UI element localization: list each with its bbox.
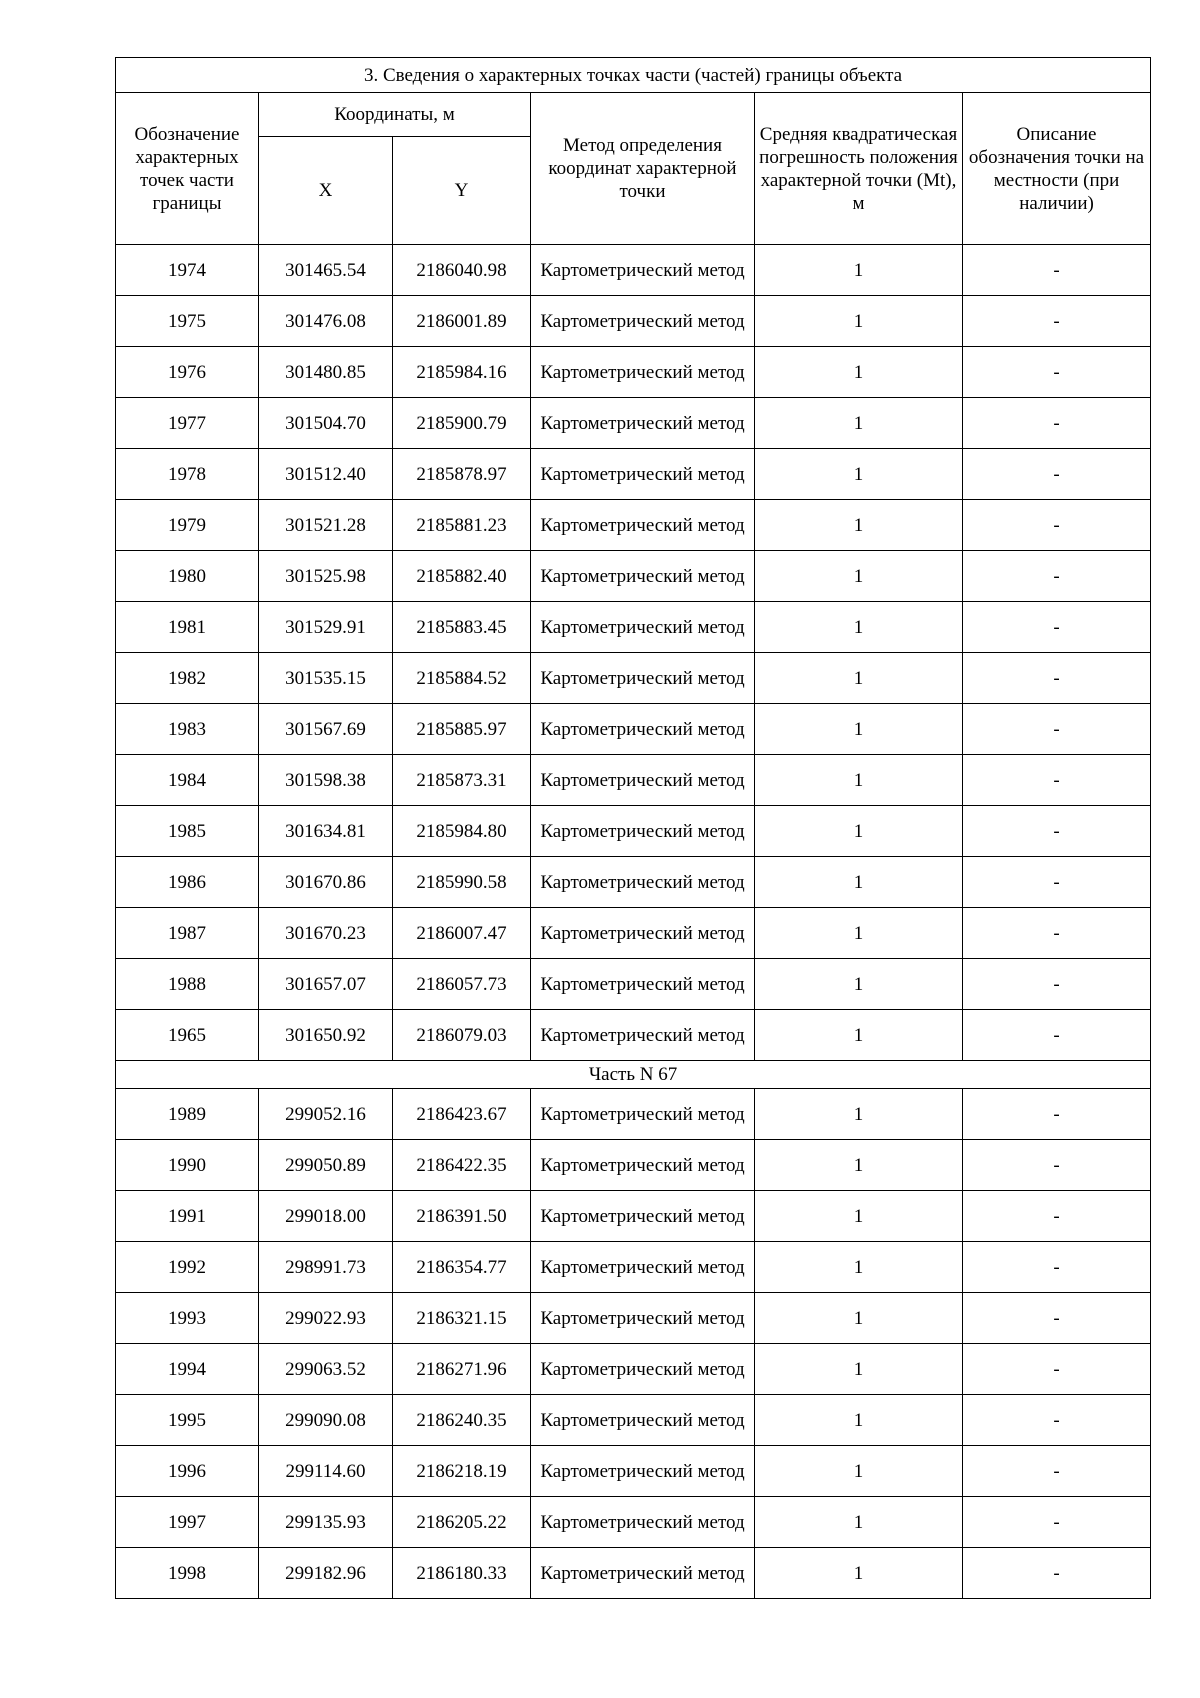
cell-y: 2185900.79 [393, 398, 531, 449]
cell-x: 301670.86 [259, 857, 393, 908]
table-row [116, 1293, 1151, 1344]
table-row [116, 959, 1151, 1010]
cell-method: Картометрический метод [531, 857, 755, 908]
cell-y: 2185873.31 [393, 755, 531, 806]
cell-description: - [963, 1140, 1151, 1191]
cell-accuracy: 1 [755, 806, 963, 857]
cell-description: - [963, 245, 1151, 296]
table-row [116, 602, 1151, 653]
cell-point: 1997 [116, 1497, 259, 1548]
cell-x: 299114.60 [259, 1446, 393, 1497]
cell-method: Картометрический метод [531, 1140, 755, 1191]
table-body-part-a [116, 245, 1151, 1061]
header-point: Обозначение характерных точек части границы [116, 93, 259, 245]
cell-accuracy: 1 [755, 347, 963, 398]
cell-accuracy: 1 [755, 1344, 963, 1395]
cell-point: 1981 [116, 602, 259, 653]
cell-accuracy: 1 [755, 755, 963, 806]
cell-accuracy: 1 [755, 1293, 963, 1344]
cell-x: 301650.92 [259, 1010, 393, 1061]
cell-description: - [963, 857, 1151, 908]
cell-point: 1976 [116, 347, 259, 398]
cell-x: 299182.96 [259, 1548, 393, 1599]
cell-point: 1992 [116, 1242, 259, 1293]
cell-method: Картометрический метод [531, 602, 755, 653]
cell-point: 1993 [116, 1293, 259, 1344]
cell-accuracy: 1 [755, 653, 963, 704]
cell-description: - [963, 347, 1151, 398]
cell-point: 1977 [116, 398, 259, 449]
cell-y: 2185984.80 [393, 806, 531, 857]
cell-accuracy: 1 [755, 296, 963, 347]
cell-point: 1991 [116, 1191, 259, 1242]
header-y: Y [393, 137, 531, 245]
table-title: 3. Сведения о характерных точках части (частей) границы объекта [116, 58, 1151, 93]
table-row [116, 1089, 1151, 1140]
cell-accuracy: 1 [755, 1089, 963, 1140]
cell-y: 2186354.77 [393, 1242, 531, 1293]
cell-x: 299022.93 [259, 1293, 393, 1344]
cell-y: 2186422.35 [393, 1140, 531, 1191]
cell-y: 2186321.15 [393, 1293, 531, 1344]
cell-method: Картометрический метод [531, 1395, 755, 1446]
cell-description: - [963, 449, 1151, 500]
cell-method: Картометрический метод [531, 908, 755, 959]
cell-accuracy: 1 [755, 500, 963, 551]
cell-y: 2186271.96 [393, 1344, 531, 1395]
cell-y: 2185984.16 [393, 347, 531, 398]
cell-x: 299052.16 [259, 1089, 393, 1140]
cell-accuracy: 1 [755, 959, 963, 1010]
cell-y: 2186057.73 [393, 959, 531, 1010]
cell-description: - [963, 1548, 1151, 1599]
cell-x: 301465.54 [259, 245, 393, 296]
cell-accuracy: 1 [755, 704, 963, 755]
cell-point: 1995 [116, 1395, 259, 1446]
table-body-part-b [116, 1089, 1151, 1599]
cell-description: - [963, 551, 1151, 602]
cell-description: - [963, 1089, 1151, 1140]
cell-y: 2186205.22 [393, 1497, 531, 1548]
cell-x: 299050.89 [259, 1140, 393, 1191]
cell-x: 301521.28 [259, 500, 393, 551]
cell-method: Картометрический метод [531, 296, 755, 347]
cell-y: 2186040.98 [393, 245, 531, 296]
cell-description: - [963, 398, 1151, 449]
cell-point: 1998 [116, 1548, 259, 1599]
cell-method: Картометрический метод [531, 1497, 755, 1548]
header-accuracy: Средняя квадратическая погрешность положения характерной точки (Mt), м [755, 93, 963, 245]
cell-description: - [963, 1010, 1151, 1061]
cell-description: - [963, 704, 1151, 755]
cell-x: 301535.15 [259, 653, 393, 704]
cell-y: 2186423.67 [393, 1089, 531, 1140]
table-row [116, 1191, 1151, 1242]
cell-point: 1994 [116, 1344, 259, 1395]
cell-y: 2186007.47 [393, 908, 531, 959]
cell-y: 2186240.35 [393, 1395, 531, 1446]
cell-description: - [963, 1344, 1151, 1395]
cell-description: - [963, 908, 1151, 959]
cell-method: Картометрический метод [531, 1010, 755, 1061]
cell-accuracy: 1 [755, 449, 963, 500]
table-row [116, 755, 1151, 806]
table-row [116, 449, 1151, 500]
cell-method: Картометрический метод [531, 1242, 755, 1293]
table-row [116, 1548, 1151, 1599]
cell-y: 2185881.23 [393, 500, 531, 551]
table-row [116, 500, 1151, 551]
cell-x: 301670.23 [259, 908, 393, 959]
cell-point: 1980 [116, 551, 259, 602]
cell-description: - [963, 755, 1151, 806]
cell-description: - [963, 653, 1151, 704]
cell-point: 1990 [116, 1140, 259, 1191]
cell-method: Картометрический метод [531, 1293, 755, 1344]
table-row [116, 296, 1151, 347]
cell-point: 1965 [116, 1010, 259, 1061]
cell-point: 1986 [116, 857, 259, 908]
cell-x: 301529.91 [259, 602, 393, 653]
table-row [116, 398, 1151, 449]
cell-point: 1989 [116, 1089, 259, 1140]
cell-method: Картометрический метод [531, 1548, 755, 1599]
cell-y: 2186001.89 [393, 296, 531, 347]
cell-method: Картометрический метод [531, 704, 755, 755]
table-row [116, 806, 1151, 857]
table-row [116, 551, 1151, 602]
cell-method: Картометрический метод [531, 653, 755, 704]
cell-method: Картометрический метод [531, 1344, 755, 1395]
cell-method: Картометрический метод [531, 1446, 755, 1497]
table-row [116, 1140, 1151, 1191]
cell-point: 1983 [116, 704, 259, 755]
table-row [116, 1344, 1151, 1395]
cell-description: - [963, 806, 1151, 857]
cell-accuracy: 1 [755, 245, 963, 296]
cell-point: 1978 [116, 449, 259, 500]
cell-description: - [963, 1497, 1151, 1548]
cell-method: Картометрический метод [531, 398, 755, 449]
cell-x: 299063.52 [259, 1344, 393, 1395]
cell-x: 301504.70 [259, 398, 393, 449]
table-row [116, 245, 1151, 296]
cell-x: 301657.07 [259, 959, 393, 1010]
cell-x: 299018.00 [259, 1191, 393, 1242]
cell-x: 301476.08 [259, 296, 393, 347]
cell-point: 1988 [116, 959, 259, 1010]
cell-x: 299090.08 [259, 1395, 393, 1446]
cell-method: Картометрический метод [531, 806, 755, 857]
part-row [116, 1061, 1151, 1089]
cell-method: Картометрический метод [531, 755, 755, 806]
cell-accuracy: 1 [755, 1446, 963, 1497]
cell-point: 1982 [116, 653, 259, 704]
cell-method: Картометрический метод [531, 449, 755, 500]
header-method: Метод определения координат характерной точки [531, 93, 755, 245]
cell-x: 298991.73 [259, 1242, 393, 1293]
cell-y: 2185884.52 [393, 653, 531, 704]
cell-description: - [963, 1446, 1151, 1497]
cell-accuracy: 1 [755, 1497, 963, 1548]
cell-point: 1987 [116, 908, 259, 959]
cell-method: Картометрический метод [531, 245, 755, 296]
cell-point: 1996 [116, 1446, 259, 1497]
cell-description: - [963, 959, 1151, 1010]
cell-accuracy: 1 [755, 1395, 963, 1446]
cell-description: - [963, 1191, 1151, 1242]
cell-y: 2186218.19 [393, 1446, 531, 1497]
part-label: Часть N 67 [116, 1061, 1151, 1089]
cell-x: 299135.93 [259, 1497, 393, 1548]
table-row [116, 347, 1151, 398]
cell-y: 2186180.33 [393, 1548, 531, 1599]
cell-point: 1974 [116, 245, 259, 296]
cell-point: 1984 [116, 755, 259, 806]
header-coords: Координаты, м [259, 93, 531, 137]
cell-y: 2185885.97 [393, 704, 531, 755]
table-row [116, 653, 1151, 704]
cell-description: - [963, 296, 1151, 347]
cell-y: 2185990.58 [393, 857, 531, 908]
cell-description: - [963, 500, 1151, 551]
cell-accuracy: 1 [755, 1010, 963, 1061]
cell-y: 2185882.40 [393, 551, 531, 602]
cell-x: 301525.98 [259, 551, 393, 602]
boundary-points-table [115, 57, 1151, 1599]
cell-accuracy: 1 [755, 1548, 963, 1599]
cell-point: 1979 [116, 500, 259, 551]
cell-accuracy: 1 [755, 1242, 963, 1293]
table-row [116, 1010, 1151, 1061]
cell-y: 2186391.50 [393, 1191, 531, 1242]
cell-method: Картометрический метод [531, 551, 755, 602]
cell-method: Картометрический метод [531, 347, 755, 398]
cell-method: Картометрический метод [531, 959, 755, 1010]
cell-method: Картометрический метод [531, 1191, 755, 1242]
header-x: X [259, 137, 393, 245]
table-row [116, 1242, 1151, 1293]
cell-point: 1975 [116, 296, 259, 347]
cell-accuracy: 1 [755, 857, 963, 908]
cell-method: Картометрический метод [531, 1089, 755, 1140]
cell-accuracy: 1 [755, 602, 963, 653]
header-description: Описание обозначения точки на местности (при наличии) [963, 93, 1151, 245]
cell-accuracy: 1 [755, 551, 963, 602]
cell-x: 301480.85 [259, 347, 393, 398]
cell-y: 2185878.97 [393, 449, 531, 500]
cell-method: Картометрический метод [531, 500, 755, 551]
cell-x: 301567.69 [259, 704, 393, 755]
cell-point: 1985 [116, 806, 259, 857]
cell-x: 301512.40 [259, 449, 393, 500]
table-row [116, 1497, 1151, 1548]
cell-description: - [963, 602, 1151, 653]
table-row [116, 857, 1151, 908]
cell-accuracy: 1 [755, 1140, 963, 1191]
table-row [116, 704, 1151, 755]
cell-accuracy: 1 [755, 1191, 963, 1242]
cell-accuracy: 1 [755, 398, 963, 449]
cell-description: - [963, 1293, 1151, 1344]
cell-x: 301598.38 [259, 755, 393, 806]
cell-x: 301634.81 [259, 806, 393, 857]
table-row [116, 1446, 1151, 1497]
cell-description: - [963, 1395, 1151, 1446]
cell-y: 2185883.45 [393, 602, 531, 653]
cell-accuracy: 1 [755, 908, 963, 959]
cell-description: - [963, 1242, 1151, 1293]
table-row [116, 908, 1151, 959]
cell-y: 2186079.03 [393, 1010, 531, 1061]
table-row [116, 1395, 1151, 1446]
